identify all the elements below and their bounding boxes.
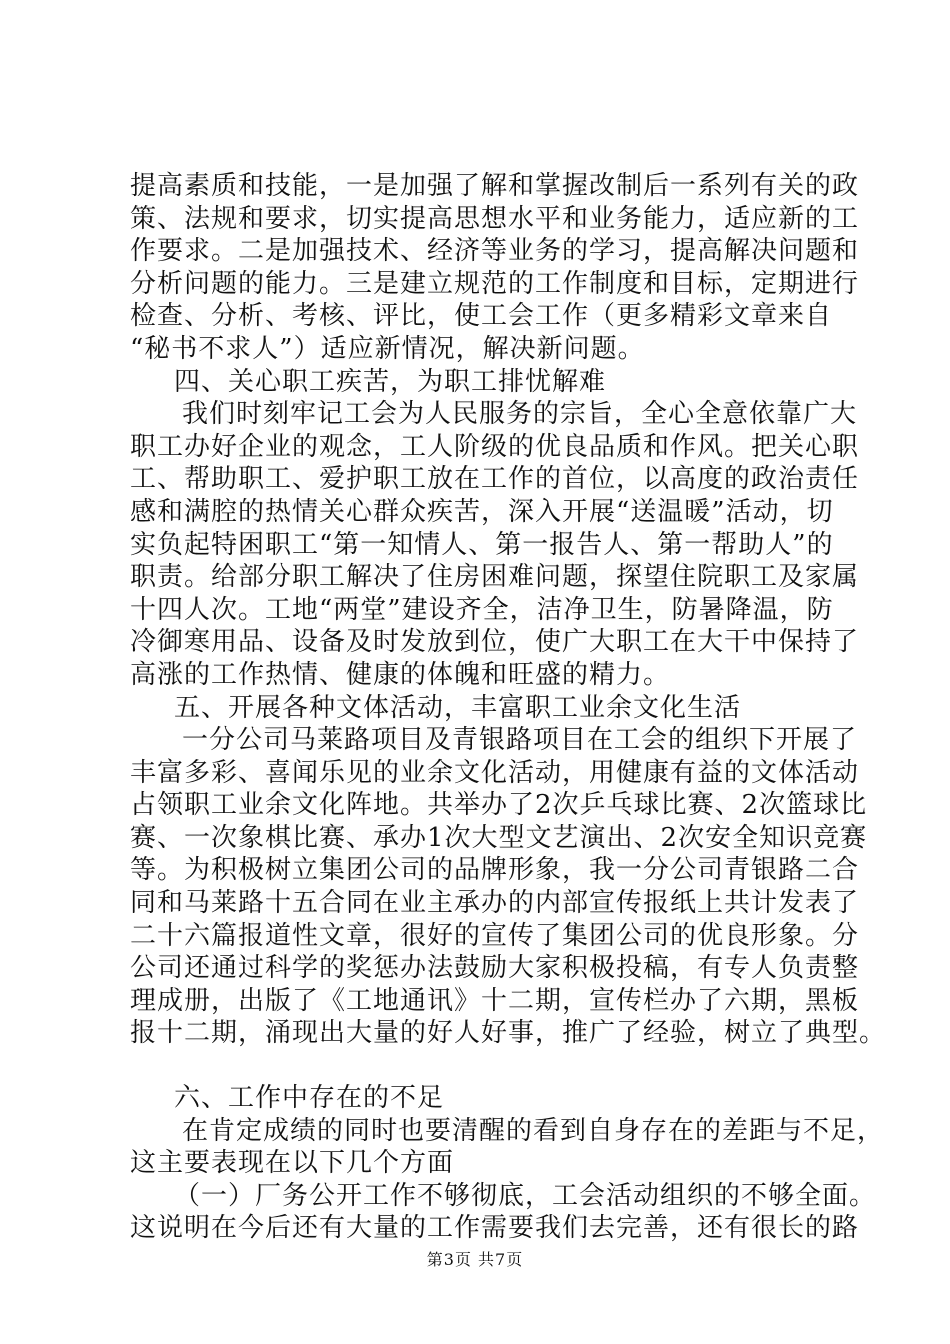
- text-line: 公司还通过科学的奖惩办法鼓励大家积极投稿，有专人负责整: [130, 953, 860, 984]
- text-line: 十四人次。工地“两堂”建设齐全，洁净卫生，防暑降温，防: [130, 594, 834, 625]
- text-line: “秘书不求人”）适应新情况，解决新问题。: [130, 333, 645, 364]
- text-line: 感和满腔的热情关心群众疾苦，深入开展“送温暖”活动，切: [130, 496, 834, 527]
- document-body: [130, 170, 887, 1245]
- text-line: 这说明在今后还有大量的工作需要我们去完善，还有很长的路: [130, 1213, 860, 1244]
- text-line: 报十二期，涌现出大量的好人好事，推广了经验，树立了典型。: [130, 1018, 887, 1049]
- text-line: 检查、分析、考核、评比，使工会工作（更多精彩文章来自: [130, 301, 833, 332]
- text-line: 一分公司马莱路项目及青银路项目在工会的组织下开展了: [182, 725, 858, 756]
- text-line: 等。为积极树立集团公司的品牌形象，我一分公司青银路二合: [130, 855, 860, 886]
- section-heading: 四、关心职工疾苦，为职工排忧解难: [174, 366, 607, 397]
- text-line: 理成册，出版了《工地通讯》十二期，宣传栏办了六期，黑板: [130, 985, 860, 1016]
- text-line: 在肯定成绩的同时也要清醒的看到自身存在的差距与不足，: [182, 1115, 885, 1146]
- text-line: 占领职工业余文化阵地。共举办了2次乒乓球比赛、2次篮球比: [130, 790, 868, 821]
- text-line: 分析问题的能力。三是建立规范的工作制度和目标，定期进行: [130, 268, 860, 299]
- text-line: 丰富多彩、喜闻乐见的业余文化活动，用健康有益的文体活动: [130, 757, 860, 788]
- text-line: （一）厂务公开工作不够彻底，工会活动组织的不够全面。: [174, 1180, 877, 1211]
- section-heading: 六、工作中存在的不足: [174, 1083, 445, 1114]
- text-line: 高涨的工作热情、健康的体魄和旺盛的精力。: [130, 659, 671, 690]
- text-line: 赛、一次象棋比赛、承办1次大型文艺演出、2次安全知识竞赛: [130, 822, 868, 853]
- text-line: 同和马莱路十五合同在业主承办的内部宣传报纸上共计发表了: [130, 888, 860, 919]
- text-line: 这主要表现在以下几个方面: [130, 1148, 455, 1179]
- text-line: 职工办好企业的观念，工人阶级的优良品质和作风。把关心职: [130, 431, 860, 462]
- text-line: 实负起特困职工“第一知情人、第一报告人、第一帮助人”的: [130, 529, 834, 560]
- text-line: 提高素质和技能，一是加强了解和掌握改制后一系列有关的政: [130, 171, 860, 201]
- text-line: 职责。给部分职工解决了住房困难问题，探望住院职工及家属: [130, 562, 860, 593]
- text-line: 策、法规和要求，切实提高思想水平和业务能力，适应新的工: [130, 203, 860, 234]
- section-heading: 五、开展各种文体活动，丰富职工业余文化生活: [174, 692, 742, 723]
- text-line: 工、帮助职工、爱护职工放在工作的首位，以高度的政治责任: [130, 464, 860, 495]
- text-line: 二十六篇报道性文章，很好的宣传了集团公司的优良形象。分: [130, 920, 860, 951]
- text-line: 冷御寒用品、设备及时发放到位，使广大职工在大干中保持了: [130, 627, 860, 658]
- text-line: 作要求。二是加强技术、经济等业务的学习，提高解决问题和: [130, 236, 860, 267]
- page-number-footer: 第3页 共7页: [426, 1250, 524, 1269]
- paragraph-gap: [130, 1050, 830, 1082]
- text-line: 我们时刻牢记工会为人民服务的宗旨，全心全意依靠广大: [182, 399, 858, 430]
